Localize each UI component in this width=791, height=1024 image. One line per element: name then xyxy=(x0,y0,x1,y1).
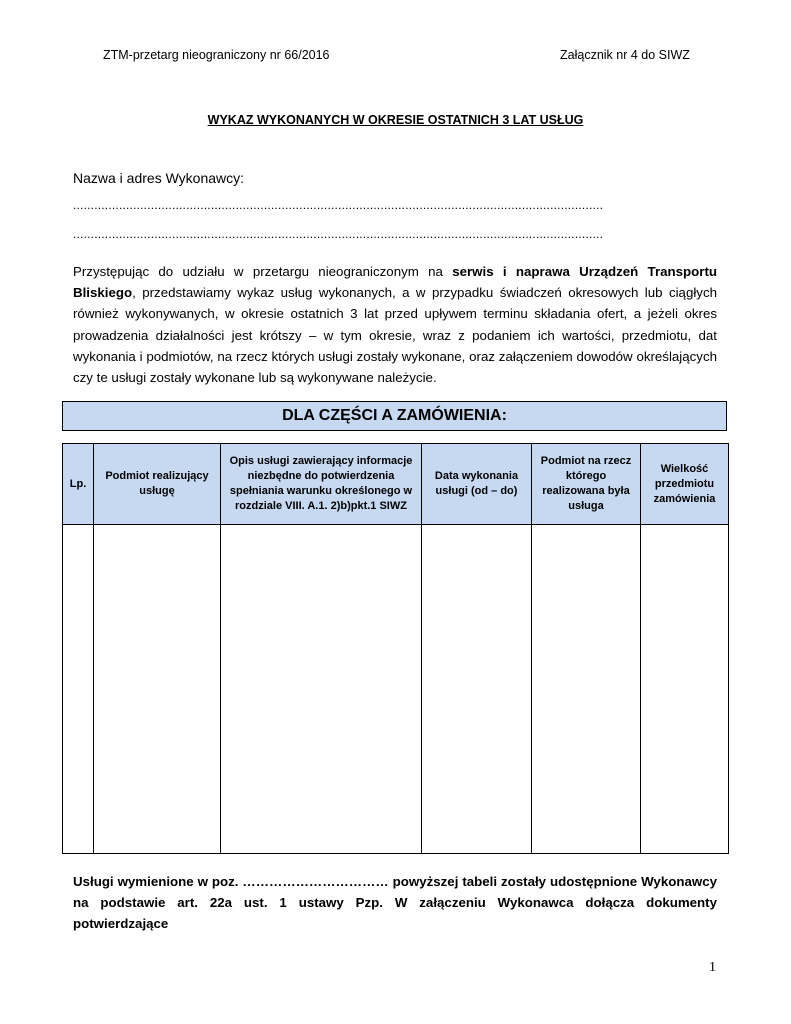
cell-description[interactable] xyxy=(221,525,422,854)
intro-subject: serwis i naprawa Urządzeń Transportu Bliskiego xyxy=(73,264,717,301)
header-attachment: Załącznik nr 4 do SIWZ xyxy=(560,48,690,62)
services-table xyxy=(62,443,729,854)
col-header-description: Opis usługi zawierający informacje niezbędne do potwierdzenia spełniania warunku określonego w rozdziale VIII. A.1. 2)b)pkt.1 SIWZ xyxy=(221,444,422,525)
cell-lp[interactable] xyxy=(63,525,94,854)
document-title: WYKAZ WYKONANYCH W OKRESIE OSTATNICH 3 LAT USŁUG xyxy=(207,113,584,127)
cell-entity[interactable] xyxy=(94,525,221,854)
col-header-date: Data wykonania usługi (od – do) xyxy=(422,444,532,525)
intro-paragraph xyxy=(73,261,717,388)
intro-text-start: Przystępując do udziału w przetargu nieograniczonym na xyxy=(73,264,453,279)
col-header-size: Wielkość przedmiotu zamówienia xyxy=(641,444,729,525)
contractor-line-2: ...................................................................................................................................................... xyxy=(73,227,604,241)
bottom-paragraph: Usługi wymienione w poz. …………………………… powyższej tabeli zostały udostępnione Wykonawcy na podstawie art. 22a ust. 1 ustawy Pzp. W załączeniu Wykonawca dołącza dokumenty potwierdzające xyxy=(73,874,717,931)
cell-client[interactable] xyxy=(532,525,641,854)
page-number: 1 xyxy=(709,960,716,975)
col-header-lp: Lp. xyxy=(63,444,94,525)
contractor-line-1: ...................................................................................................................................................... xyxy=(73,198,604,212)
section-heading: DLA CZĘŚCI A ZAMÓWIENIA: xyxy=(62,401,727,431)
table-row xyxy=(63,525,729,854)
col-header-client: Podmiot na rzecz którego realizowana była usługa xyxy=(532,444,641,525)
intro-text-end: , przedstawiamy wykaz usług wykonanych, a w przypadku świadczeń okresowych lub ciągłych również wykonywanych, w okresie ostatnich 3 lat przed upływem terminu składania ofert, a jeżeli okres prowadzenia działalności jest krótszy – w tym okresie, wraz z podaniem ich wartości, przedmiotu, dat wykonania i podmiotów, na rzecz których usługi zostały wykonane, oraz załączeniem dowodów określających czy te usługi zostały wykonane lub są wykonywane należycie. xyxy=(73,285,717,386)
header-reference: ZTM-przetarg nieograniczony nr 66/2016 xyxy=(103,48,330,62)
cell-size[interactable] xyxy=(641,525,729,854)
table-header-row xyxy=(63,444,729,525)
contractor-label: Nazwa i adres Wykonawcy: xyxy=(73,170,245,186)
cell-date[interactable] xyxy=(422,525,532,854)
col-header-entity: Podmiot realizujący usługę xyxy=(94,444,221,525)
